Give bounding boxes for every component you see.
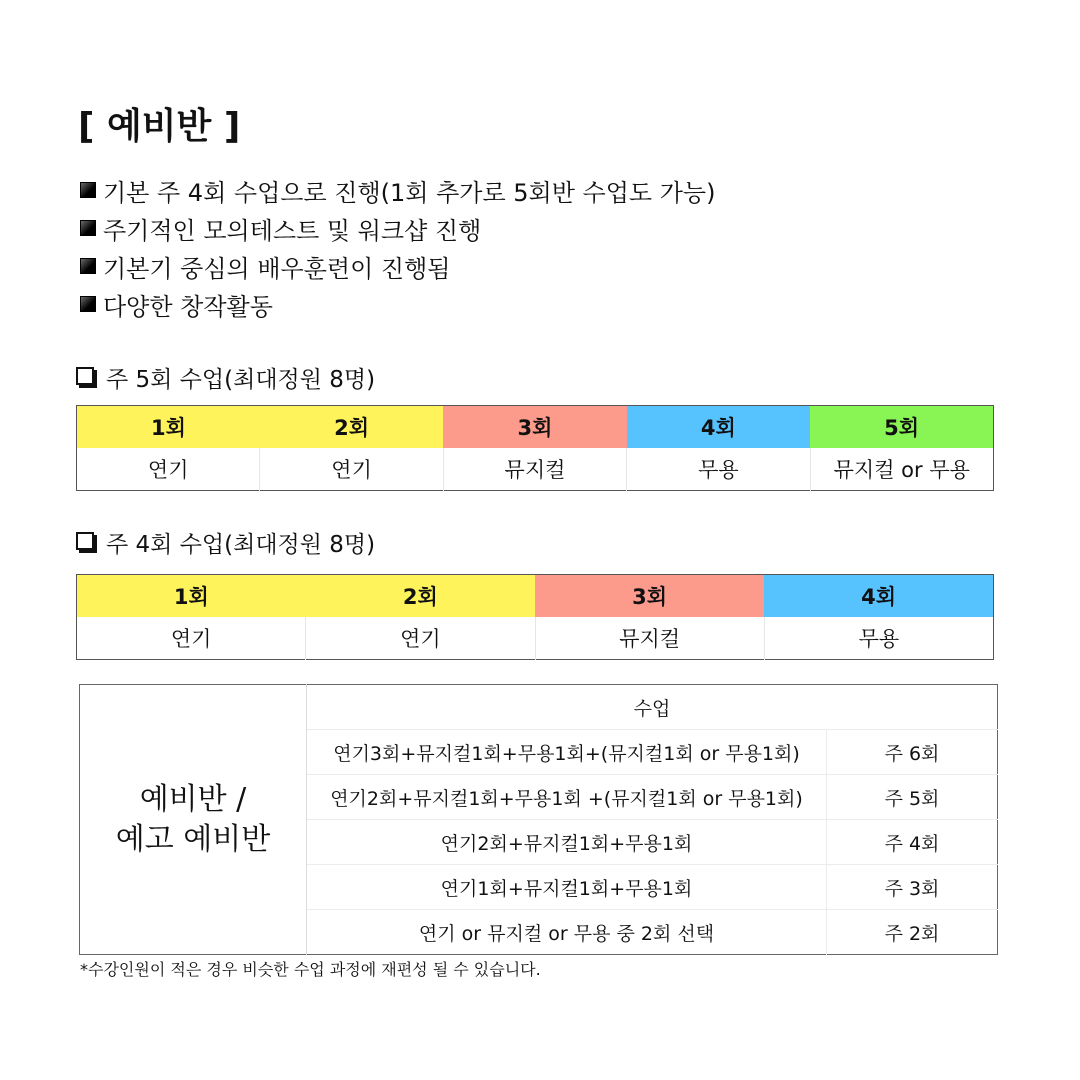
session-header: 2회 <box>260 406 443 449</box>
course-name-line: 예고 예비반 <box>115 821 271 857</box>
session-header: 2회 <box>306 575 535 618</box>
feature-list <box>80 171 715 323</box>
four-day-heading <box>76 526 375 558</box>
four-day-heading-text: 주 4회 수업(최대정원 8명) <box>106 531 376 558</box>
frequency-cell: 주 3회 <box>827 865 998 910</box>
course-name-cell <box>80 685 307 955</box>
square-bullet-icon <box>80 258 96 274</box>
session-subject: 연기 <box>260 448 443 491</box>
square-bullet-icon <box>80 220 96 236</box>
list-item <box>80 209 715 247</box>
bullet-text: 기본 주 4회 수업으로 진행(1회 추가로 5회반 수업도 가능) <box>103 178 716 207</box>
five-day-heading-text: 주 5회 수업(최대정원 8명) <box>106 366 376 393</box>
session-header: 4회 <box>627 406 810 449</box>
session-header: 1회 <box>77 406 260 449</box>
session-header: 3회 <box>535 575 764 618</box>
options-header: 수업 <box>307 685 998 730</box>
page-title: [ 예비반 ] <box>78 106 241 147</box>
list-item <box>80 285 715 323</box>
session-subject: 연기 <box>77 448 260 491</box>
five-day-schedule-table <box>76 405 994 491</box>
plan-cell: 연기3회+뮤지컬1회+무용1회+(뮤지컬1회 or 무용1회) <box>307 730 827 775</box>
plan-cell: 연기2회+뮤지컬1회+무용1회 <box>307 820 827 865</box>
footnote: *수강인원이 적은 경우 비슷한 수업 과정에 재편성 될 수 있습니다. <box>80 960 541 979</box>
session-subject: 연기 <box>77 617 306 660</box>
session-subject: 무용 <box>858 627 900 651</box>
session-header: 3회 <box>443 406 626 449</box>
checkbox-outline-icon <box>76 367 94 385</box>
bullet-text: 다양한 창작활동 <box>103 292 273 321</box>
session-subject: 무용 <box>627 448 810 491</box>
five-day-heading <box>76 361 375 393</box>
session-header: 1회 <box>77 575 306 618</box>
square-bullet-icon <box>80 296 96 312</box>
course-name-line: 예비반 / <box>139 781 247 817</box>
frequency-cell: 주 5회 <box>827 775 998 820</box>
frequency-cell: 주 4회 <box>827 820 998 865</box>
plan-cell: 연기2회+뮤지컬1회+무용1회 +(뮤지컬1회 or 무용1회) <box>307 775 827 820</box>
session-subject: 뮤지컬 or 무용 <box>833 458 970 482</box>
checkbox-outline-icon <box>76 532 94 550</box>
frequency-cell: 주 6회 <box>827 730 998 775</box>
bullet-text: 주기적인 모의테스트 및 워크샵 진행 <box>103 216 482 245</box>
course-options-table <box>79 684 998 955</box>
session-subject: 뮤지컬 <box>535 617 764 660</box>
session-subject: 연기 <box>306 617 535 660</box>
bullet-text: 기본기 중심의 배우훈련이 진행됨 <box>103 254 451 283</box>
session-subject: 뮤지컬 <box>443 448 626 491</box>
session-header: 4회 <box>764 575 993 618</box>
list-item <box>80 171 715 209</box>
four-day-schedule-table <box>76 574 994 660</box>
list-item <box>80 247 715 285</box>
plan-cell: 연기 or 뮤지컬 or 무용 중 2회 선택 <box>307 910 827 955</box>
plan-cell: 연기1회+뮤지컬1회+무용1회 <box>307 865 827 910</box>
square-bullet-icon <box>80 182 96 198</box>
session-header: 5회 <box>810 406 993 449</box>
frequency-cell: 주 2회 <box>884 922 940 945</box>
